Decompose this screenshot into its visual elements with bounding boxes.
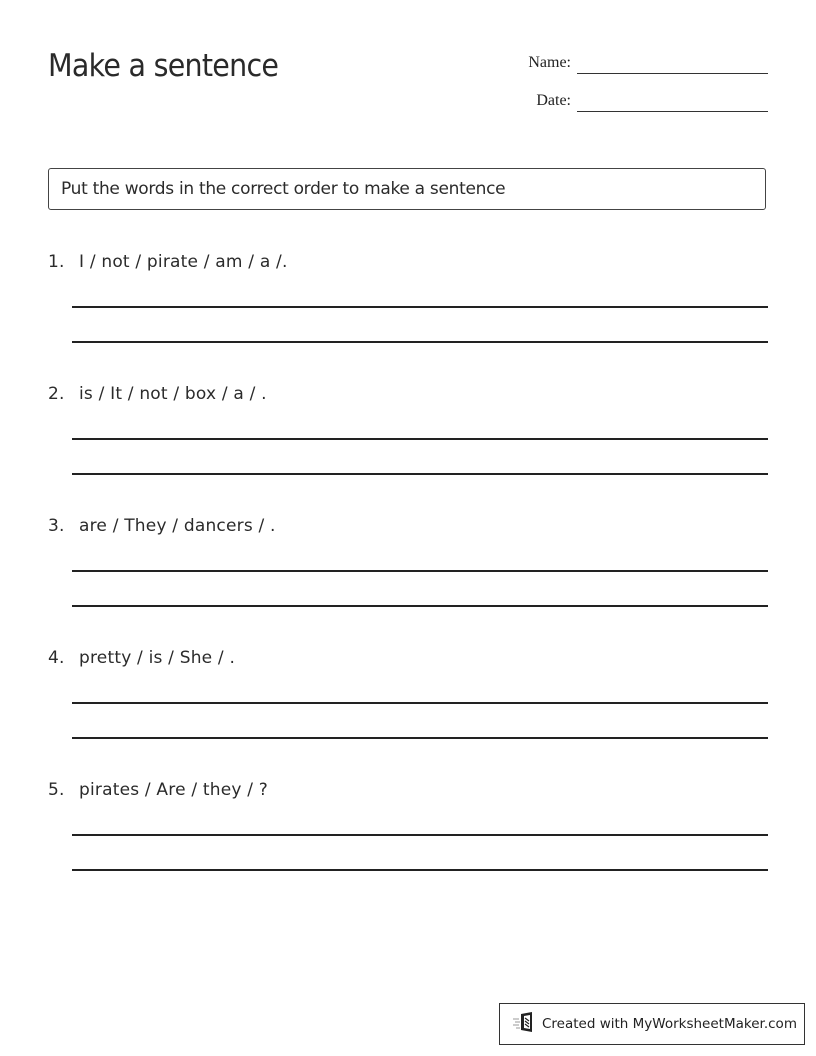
instructions-text: Put the words in the correct order to make a sentence: [61, 179, 506, 199]
question-text: pretty / is / She / .: [79, 648, 236, 668]
name-field: [528, 54, 768, 72]
question-number: 3.: [48, 516, 65, 536]
question-number: 2.: [48, 384, 65, 404]
question-item: [48, 516, 768, 536]
answer-line[interactable]: [72, 605, 768, 607]
answer-line[interactable]: [72, 341, 768, 343]
question-number: 5.: [48, 780, 65, 800]
answer-line[interactable]: [72, 869, 768, 871]
date-line[interactable]: [577, 110, 768, 112]
instructions-box: [48, 168, 766, 210]
date-field: [536, 92, 768, 110]
credit-badge[interactable]: [499, 1003, 805, 1045]
question-item: [48, 648, 768, 668]
page-title: Make a sentence: [48, 48, 279, 84]
answer-line[interactable]: [72, 702, 768, 704]
worksheet-logo-icon: [512, 1011, 542, 1037]
name-label: Name:: [528, 54, 571, 71]
question-text: I / not / pirate / am / a /.: [79, 252, 288, 272]
answer-line[interactable]: [72, 438, 768, 440]
date-label: Date:: [536, 92, 571, 109]
question-number: 4.: [48, 648, 65, 668]
question-item: [48, 780, 768, 800]
answer-line[interactable]: [72, 473, 768, 475]
name-line[interactable]: [577, 72, 768, 74]
credit-text: Created with MyWorksheetMaker.com: [542, 1016, 797, 1032]
question-text: pirates / Are / they / ?: [79, 780, 268, 800]
question-number: 1.: [48, 252, 65, 272]
question-item: [48, 384, 768, 404]
answer-line[interactable]: [72, 737, 768, 739]
answer-line[interactable]: [72, 306, 768, 308]
question-item: [48, 252, 768, 272]
answer-line[interactable]: [72, 834, 768, 836]
question-text: is / It / not / box / a / .: [79, 384, 267, 404]
answer-line[interactable]: [72, 570, 768, 572]
question-text: are / They / dancers / .: [79, 516, 276, 536]
